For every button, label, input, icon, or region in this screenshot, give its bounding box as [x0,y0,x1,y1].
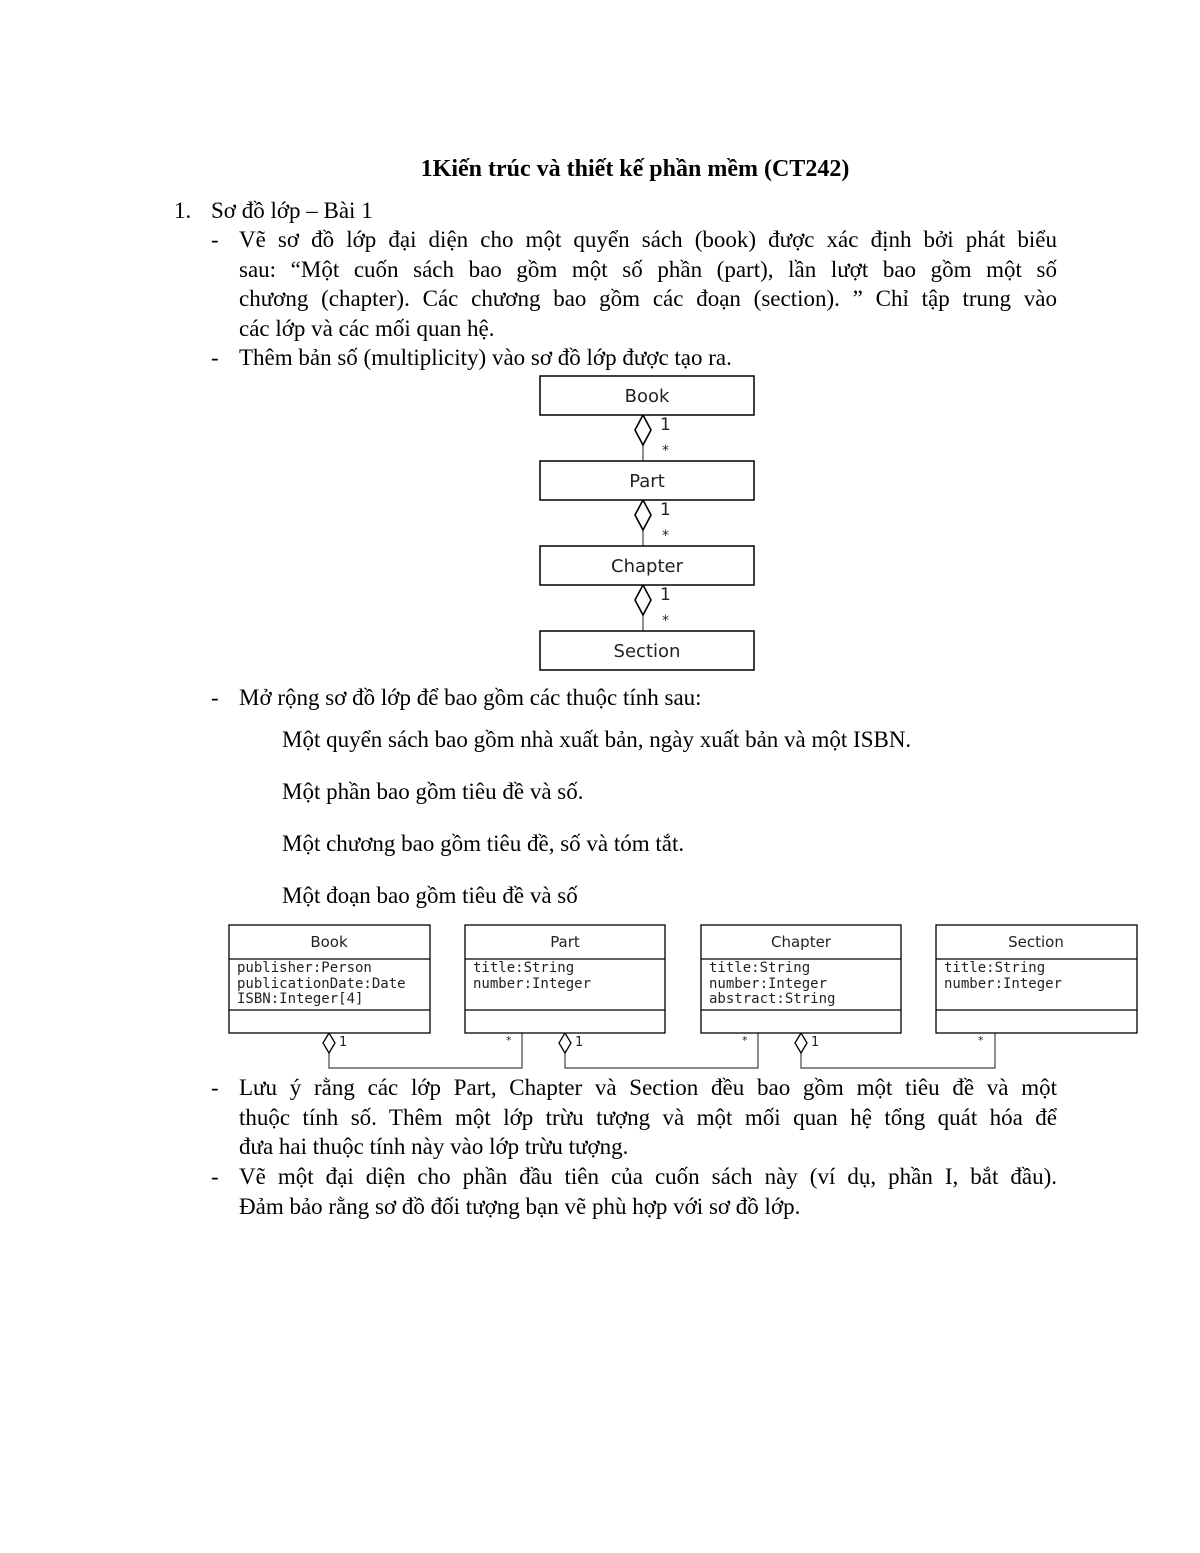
attribute-number: number:Integer [473,976,592,992]
bullet-line: các lớp và các mối quan hệ. [239,315,495,341]
class-name-chapter: Chapter [611,556,683,577]
aggregation-diamond-icon [635,500,651,530]
attribute-isbn: ISBN:Integer[4] [237,991,364,1007]
bullet-marker: - [211,345,219,370]
class-name-chapter: Chapter [771,933,831,951]
bullet-line: thuộc tính số. Thêm một lớp trừu tượng và một mối quan hệ tổng quát hóa để [239,1104,1057,1130]
bullet-line: chương (chapter). Các chương bao gồm các đoạn (section). ” Chỉ tập trung vào [239,286,1057,311]
multiplicity-whole: 1 [575,1035,584,1050]
multiplicity-part: * [506,1034,512,1047]
class-name-book: Book [624,386,670,407]
bullet-line: Vẽ một đại diện cho phần đầu tiên của cuốn sách này (ví dụ, phần I, bắt đầu). [239,1164,1057,1189]
class-diagram-attributes [229,925,1137,1068]
class-box-part-detailed [465,925,665,1033]
bullet-marker: - [211,1075,219,1100]
aggregation-diamond-icon [559,1033,571,1053]
bullet-abstract-class [211,1073,1057,1162]
aggregation-diamond-icon [635,585,651,615]
attribute-statement-section: Một đoạn bao gồm tiêu đề và số [282,883,578,908]
bullet-line: sau: “Một cuốn sách bao gồm một số phần (part), lần lượt bao gồm một số [239,256,1057,282]
bullet-extend-attributes [211,683,702,713]
multiplicity-whole: 1 [339,1035,348,1050]
multiplicity-whole: 1 [660,500,671,520]
bullet-marker: - [211,685,219,710]
bullet-object-diagram [211,1162,1057,1221]
aggregation-book-part [635,415,671,461]
multiplicity-whole: 1 [660,415,671,435]
class-name-part: Part [550,933,580,951]
attribute-title: title:String [944,960,1046,976]
class-diagram-simple [540,376,754,670]
class-box-book-detailed [229,925,430,1033]
multiplicity-part: * [662,443,669,459]
bullet-marker: - [211,227,219,252]
aggregation-part-chapter-2 [559,1033,758,1068]
bullet-line: đưa hai thuộc tính này vào lớp trừu tượng. [239,1134,629,1159]
class-name-part: Part [629,471,665,492]
aggregation-diamond-icon [323,1033,335,1053]
class-box-chapter-detailed [701,925,901,1033]
bullet-line: Vẽ sơ đồ lớp đại diện cho một quyển sách (book) được xác định bởi phát biểu [239,227,1057,252]
attribute-publication-date: publicationDate:Date [237,976,406,992]
class-name-book: Book [310,933,348,951]
multiplicity-part: * [978,1034,984,1047]
attribute-statement-chapter: Một chương bao gồm tiêu đề, số và tóm tắt. [282,831,685,856]
attribute-number: number:Integer [709,976,828,992]
bullet-line: Đảm bảo rằng sơ đồ đối tượng bạn vẽ phù hợp với sơ đồ lớp. [239,1193,801,1219]
multiplicity-whole: 1 [811,1035,820,1050]
class-box-section-detailed [936,925,1137,1033]
aggregation-book-part-2 [323,1033,522,1068]
attribute-statement-book: Một quyển sách bao gồm nhà xuất bản, ngày xuất bản và một ISBN. [282,727,912,752]
class-name-section: Section [1008,933,1064,951]
bullet-text: Thêm bản số (multiplicity) vào sơ đồ lớp được tạo ra. [239,345,732,370]
bullet-line: Lưu ý rằng các lớp Part, Chapter và Section đều bao gồm một tiêu đề và một [239,1075,1057,1100]
bullet-marker: - [211,1164,219,1189]
aggregation-chapter-section-2 [795,1033,995,1068]
attribute-abstract: abstract:String [709,991,836,1007]
multiplicity-part: * [662,528,669,544]
attribute-number: number:Integer [944,976,1063,992]
aggregation-chapter-section [635,585,671,631]
section-label: Sơ đồ lớp – Bài 1 [211,198,373,223]
page-title: 1Kiến trúc và thiết kế phần mềm (CT242) [420,156,850,182]
attribute-publisher: publisher:Person [237,960,372,976]
multiplicity-part: * [662,613,669,629]
aggregation-part-chapter [635,500,671,546]
section-number: 1. [174,198,192,223]
aggregation-diamond-icon [635,415,651,445]
aggregation-diamond-icon [795,1033,807,1053]
attribute-title: title:String [709,960,811,976]
class-name-section: Section [613,641,681,662]
multiplicity-part: * [742,1034,748,1047]
attribute-title: title:String [473,960,575,976]
multiplicity-whole: 1 [660,585,671,605]
bullet-text: Mở rộng sơ đồ lớp để bao gồm các thuộc tính sau: [239,685,702,710]
attribute-statement-part: Một phần bao gồm tiêu đề và số. [282,779,584,804]
